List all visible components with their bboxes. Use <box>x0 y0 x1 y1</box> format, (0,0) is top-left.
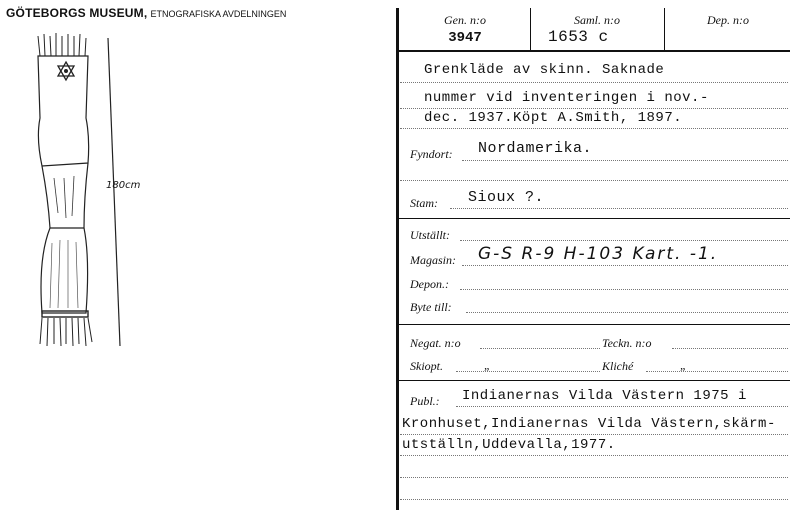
teckn-label: Teckn. n:o <box>602 336 652 350</box>
rule-2 <box>400 108 788 109</box>
publ-line-3: utställn,Uddevalla,1977. <box>402 437 616 453</box>
height-annotation: 180cm <box>106 180 141 191</box>
header-divider <box>398 50 790 52</box>
object-sketch <box>28 28 148 358</box>
rule-byte <box>466 312 788 313</box>
kliche-ditto: „ <box>680 358 687 372</box>
department-name: ETNOGRAFISKA AVDELNINGEN <box>150 9 287 19</box>
description-line-2: nummer vid inventeringen i nov.- <box>424 90 709 106</box>
magasin-label: Magasin: <box>410 253 456 267</box>
col-divider-1 <box>530 8 531 50</box>
rule-magasin <box>462 265 788 266</box>
rule-4 <box>400 180 788 181</box>
gen-number-value: 3947 <box>448 30 482 46</box>
rule-stam <box>450 208 788 209</box>
byte-label: Byte till: <box>410 300 452 314</box>
rule-utstallt <box>460 240 788 241</box>
gen-number-label: Gen. n:o <box>444 13 486 27</box>
rule-publ-5 <box>400 499 788 500</box>
rule-publ-2 <box>400 434 788 435</box>
section-divider-3 <box>398 380 790 381</box>
description-line-3: dec. 1937.Köpt A.Smith, 1897. <box>424 110 683 126</box>
museum-name: GÖTEBORGS MUSEUM, <box>6 6 148 20</box>
depon-label: Depon.: <box>410 277 449 291</box>
rule-3 <box>400 128 788 129</box>
publ-line-2: Kronhuset,Indianernas Vilda Västern,skärm- <box>402 416 776 432</box>
skiopt-label: Skiopt. <box>410 359 443 373</box>
description-line-1: Grenkläde av skinn. Saknade <box>424 62 665 78</box>
stam-label: Stam: <box>410 196 438 210</box>
col-divider-2 <box>664 8 665 50</box>
fyndort-label: Fyndort: <box>410 147 453 161</box>
kliche-label: Kliché <box>602 359 634 373</box>
fyndort-value: Nordamerika. <box>478 140 593 157</box>
dep-number-label: Dep. n:o <box>707 13 749 27</box>
rule-depon <box>460 289 788 290</box>
rule-publ-1 <box>456 406 788 407</box>
utstallt-label: Utställt: <box>410 228 451 242</box>
skiopt-ditto: „ <box>484 358 491 372</box>
rule-kliche <box>646 371 788 372</box>
publ-label: Publ.: <box>410 394 440 408</box>
rule-1 <box>400 82 788 83</box>
rule-publ-3 <box>400 455 788 456</box>
saml-number-label: Saml. n:o <box>574 13 620 27</box>
rule-fyndort <box>462 160 788 161</box>
museum-header <box>6 6 286 20</box>
rule-publ-4 <box>400 477 788 478</box>
negat-label: Negat. n:o <box>410 336 461 350</box>
section-divider-1 <box>398 218 790 219</box>
stam-value: Sioux ?. <box>468 189 545 206</box>
section-divider-2 <box>398 324 790 325</box>
rule-teckn <box>672 348 788 349</box>
saml-number-value: 1653 c <box>548 28 609 46</box>
rule-skiopt <box>456 371 600 372</box>
publ-line-1: Indianernas Vilda Västern 1975 i <box>462 388 747 404</box>
magasin-value: G-S R-9 H-103 Kart. -1. <box>478 244 719 264</box>
rule-negat <box>480 348 600 349</box>
card-left-border <box>396 8 399 510</box>
